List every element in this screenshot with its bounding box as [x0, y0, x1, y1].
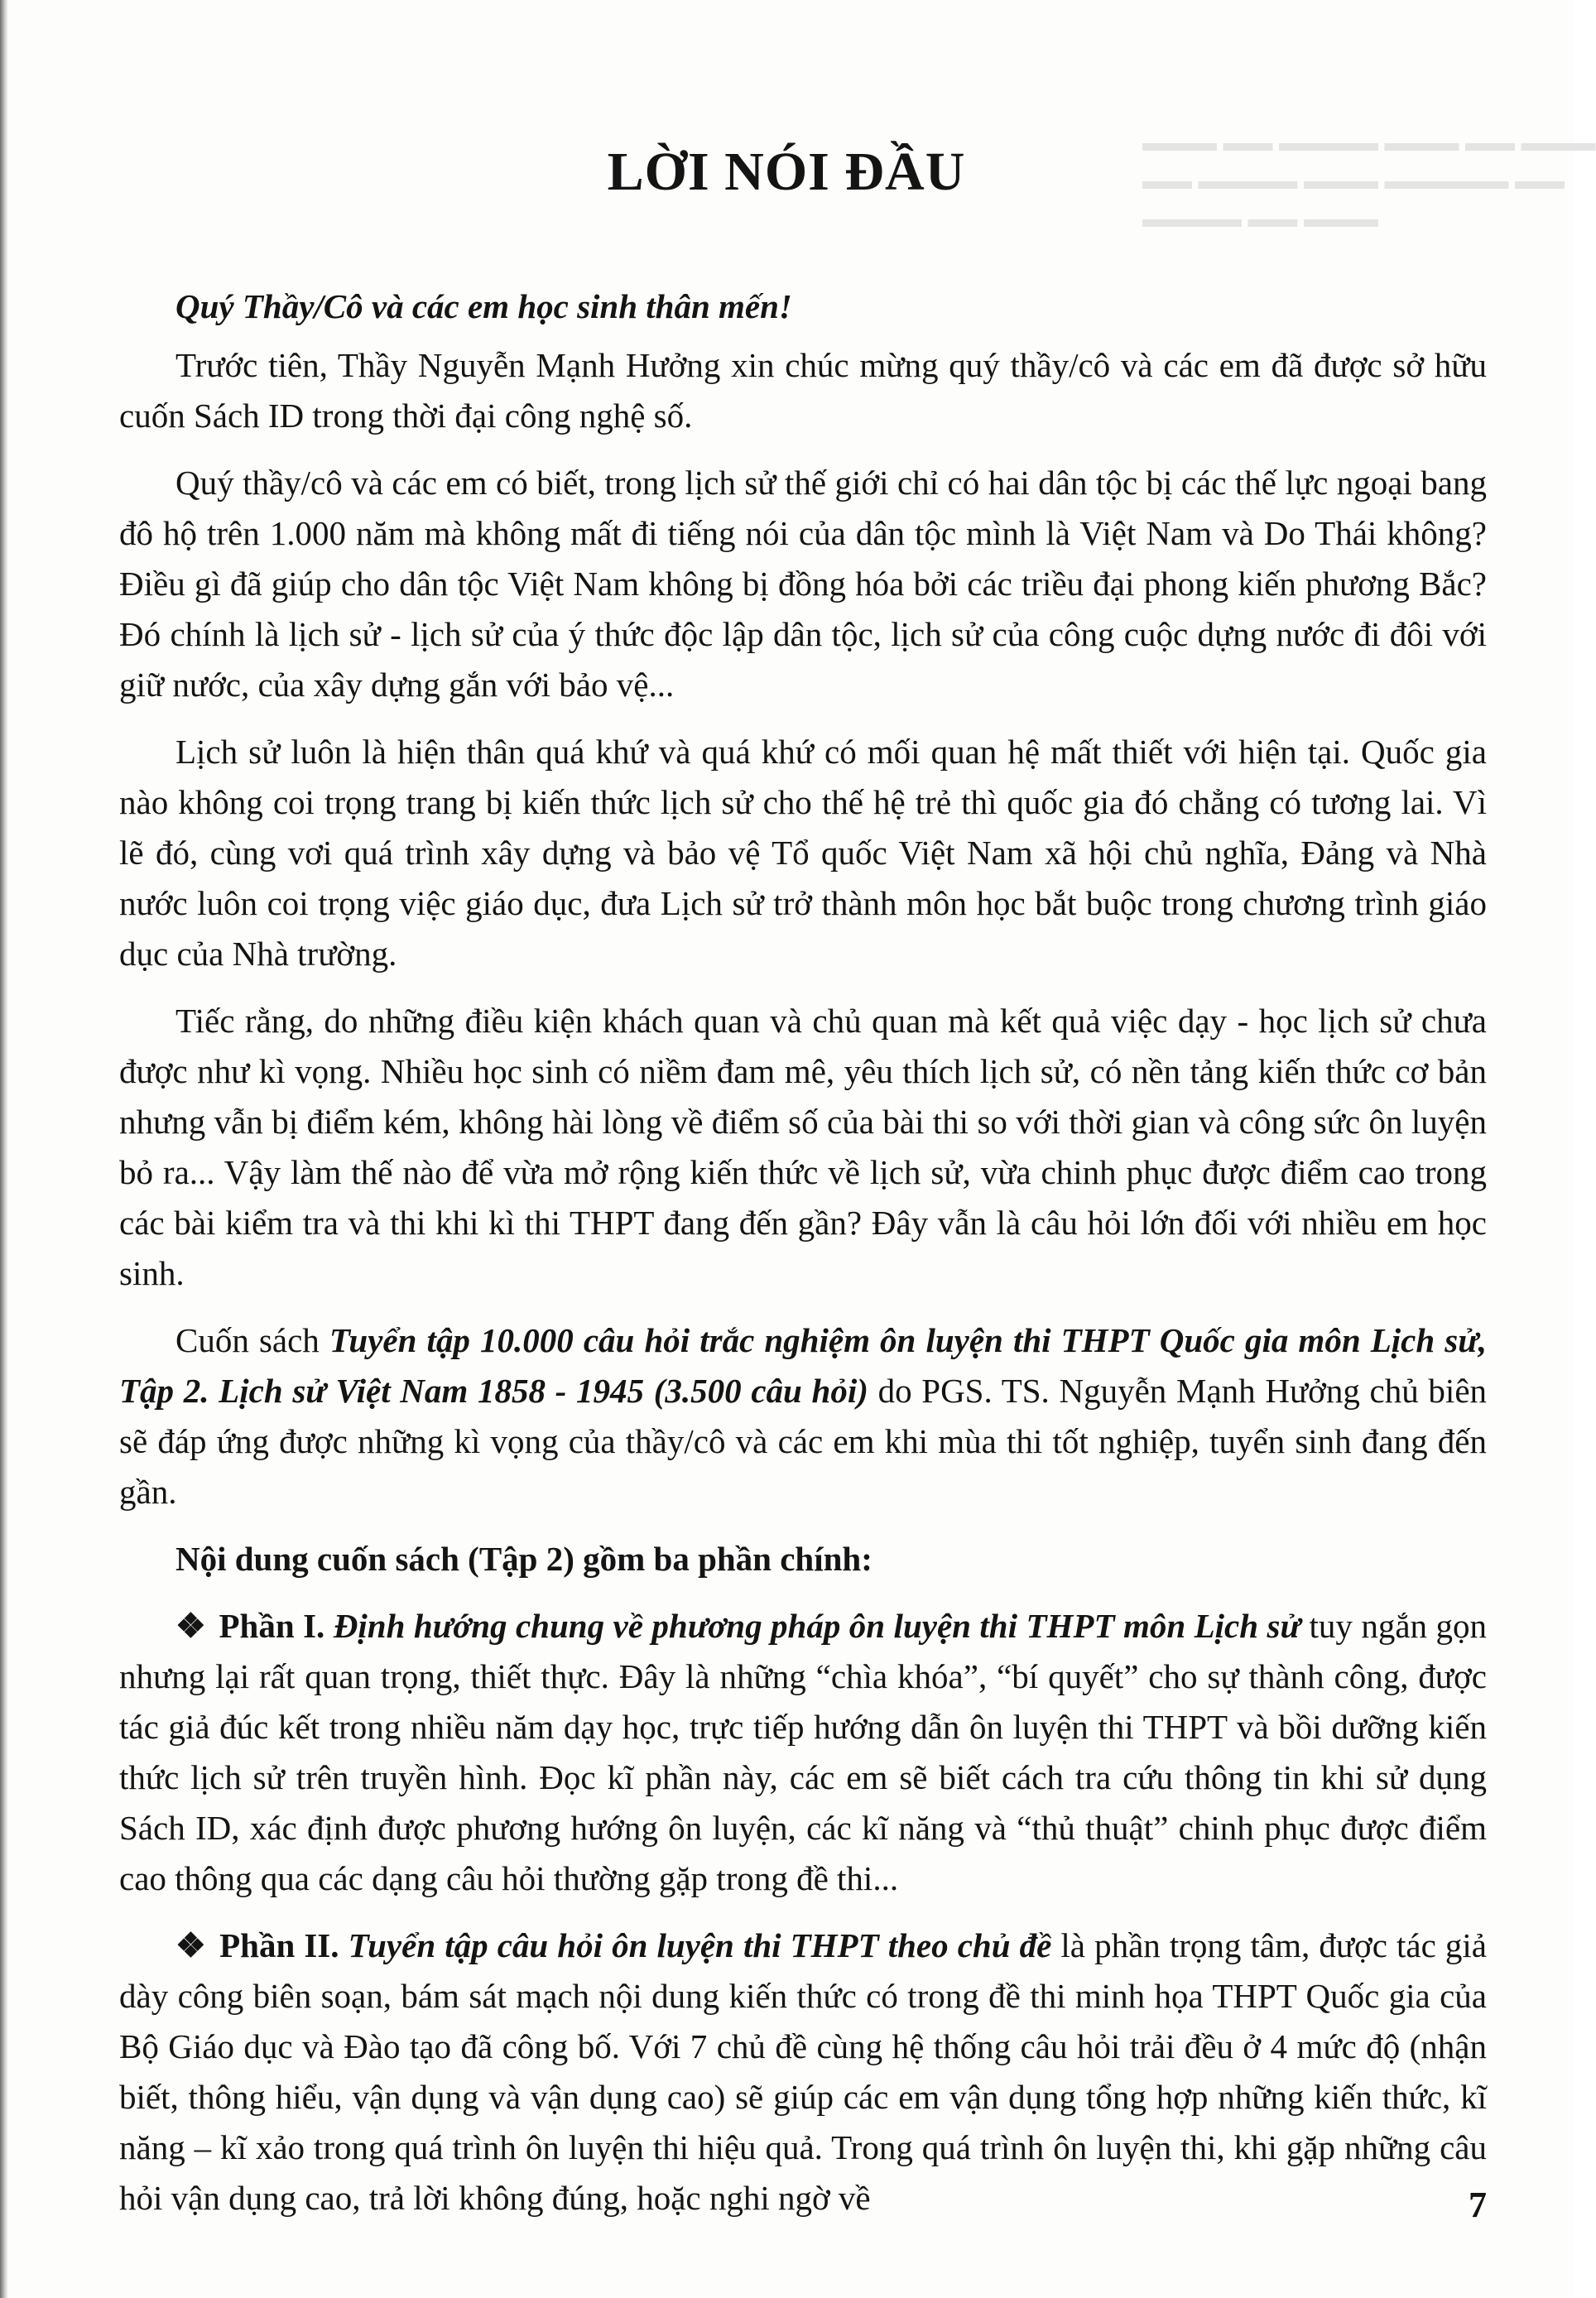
page-title: LỜI NÓI ĐẦU — [607, 142, 966, 202]
part-1-label: Phần I. — [219, 1607, 325, 1645]
paragraph-past-and-present: Lịch sử luôn là hiện thân quá khứ và quá khứ có mối quan hệ mất thiết với hiện tại. Quốc gia nào không coi trọng trang bị kiến thức lịch sử cho thế hệ trẻ thì quốc gia đó chẳng có tương lai. Vì lẽ đó, cùng vơi quá trình xây dựng và bảo vệ Tổ quốc Việt Nam xã hội chủ nghĩa, Đảng và Nhà nước luôn coi trọng việc giáo dục, đưa Lịch sử trở thành môn học bắt buộc trong chương trình giáo dục của Nhà trường. — [119, 733, 1487, 973]
part-1-text: tuy ngắn gọn nhưng lại rất quan trọng, thiết thực. Đây là những “chìa khóa”, “bí quyết” cho sự thành công, được tác giả đúc kết trong nhiều năm dạy học, trực tiếp hướng dẫn ôn luyện thi THPT và bồi dưỡng kiến thức lịch sử trên truyền hình. Đọc kĩ phần này, các em sẽ biết cách tra cứu thông tin khi sử dụng Sách ID, xác định được phương hướng ôn luyện, các kĩ năng và “thủ thuật” chinh phục được điểm cao thông qua các dạng câu hỏi thường gặp trong đề thi... — [119, 1607, 1488, 1897]
part-2-title: Tuyển tập câu hỏi ôn luyện thi THPT theo chủ đề — [348, 1926, 1052, 1964]
part-2-section — [119, 1921, 1487, 2223]
book-intro-text: Cuốn sách — [175, 1321, 320, 1359]
page-spine-shadow — [0, 0, 8, 2298]
bleed-through-text: ▬▬▬ ▬▬ ▬▬▬▬ ▬▬▬ ▬▬ ▬▬▬ ▬▬ ▬▬▬▬ ▬▬▬ ▬▬▬▬▬ ▬▬ ▬▬▬▬ ▬▬ ▬▬▬ — [1142, 129, 1596, 233]
part-2-label: Phần II. — [219, 1926, 339, 1964]
paragraph-history-importance: Quý thầy/cô và các em có biết, trong lịch sử thế giới chỉ có hai dân tộc bị các thế lực ngoại bang đô hộ trên 1.000 năm mà không mất đi tiếng nói của dân tộc mình là Việt Nam và Do Thái không? Điều gì đã giúp cho dân tộc Việt Nam không bị đồng hóa bởi các triều đại phong kiến phương Bắc? Đó chính là lịch sử - lịch sử của ý thức độc lập dân tộc, lịch sử của công cuộc dựng nước đi đôi với giữ nước, của xây dựng gắn với bảo vệ... — [119, 464, 1487, 704]
content-heading: Nội dung cuốn sách (Tập 2) gồm ba phần chính: — [175, 1540, 873, 1578]
paragraph-congratulations: Trước tiên, Thầy Nguyễn Mạnh Hưởng xin chúc mừng quý thầy/cô và các em đã được sở hữu cuốn Sách ID trong thời đại công nghệ số. — [119, 346, 1487, 435]
part-1-section — [119, 1601, 1487, 1904]
greeting: Quý Thầy/Cô và các em học sinh thân mến! — [175, 287, 792, 325]
paragraph-book-introduction — [119, 1315, 1487, 1517]
part-2-text: là phần trọng tâm, được tác giả dày công biên soạn, bám sát mạch nội dung kiến thức có trong đề thi minh họa THPT Quốc gia của Bộ Giáo dục và Đào tạo đã công bố. Với 7 chủ đề cùng hệ thống câu hỏi trải đều ở 4 mức độ (nhận biết, thông hiểu, vận dụng và vận dụng cao) sẽ giúp các em vận dụng tổng hợp những kiến thức, kĩ năng – kĩ xảo trong quá trình ôn luyện thi hiệu quả. Trong quá trình ôn luyện thi, khi gặp những câu hỏi vận dụng cao, trả lời không đúng, hoặc nghi ngờ về — [119, 1926, 1487, 2217]
preface-body — [119, 281, 1487, 2240]
paragraph-teaching-results: Tiếc rằng, do những điều kiện khách quan và chủ quan mà kết quả việc dạy - học lịch sử chưa được như kì vọng. Nhiều học sinh có niềm đam mê, yêu thích lịch sử, có nền tảng kiến thức cơ bản nhưng vẫn bị điểm kém, không hài lòng về điểm số của bài thi so với thời gian và công sức ôn luyện bỏ ra... Vậy làm thế nào để vừa mở rộng kiến thức về lịch sử, vừa chinh phục được điểm cao trong các bài kiểm tra và thi khi kì thi THPT đang đến gần? Đây vẫn là câu hỏi lớn đối với nhiều em học sinh. — [119, 1002, 1487, 1292]
page-number: 7 — [1469, 2185, 1487, 2225]
diamond-bullet-icon: ❖ — [175, 1926, 206, 1964]
part-1-title: Định hướng chung về phương pháp ôn luyện thi THPT môn Lịch sử — [333, 1607, 1301, 1645]
diamond-bullet-icon: ❖ — [175, 1607, 206, 1645]
book-intro-rest: do PGS. TS. Nguyễn Mạnh Hưởng chủ biên sẽ đáp ứng được những kì vọng của thầy/cô và các em khi mùa thi tốt nghiệp, tuyển sinh đang đến gần. — [119, 1372, 1488, 1511]
book-title: Tuyển tập 10.000 câu hỏi trắc nghiệm ôn luyện thi THPT Quốc gia môn Lịch sử, Tập 2. Lịch sử Việt Nam 1858 - 1945 (3.500 câu hỏi) — [119, 1321, 1488, 1410]
